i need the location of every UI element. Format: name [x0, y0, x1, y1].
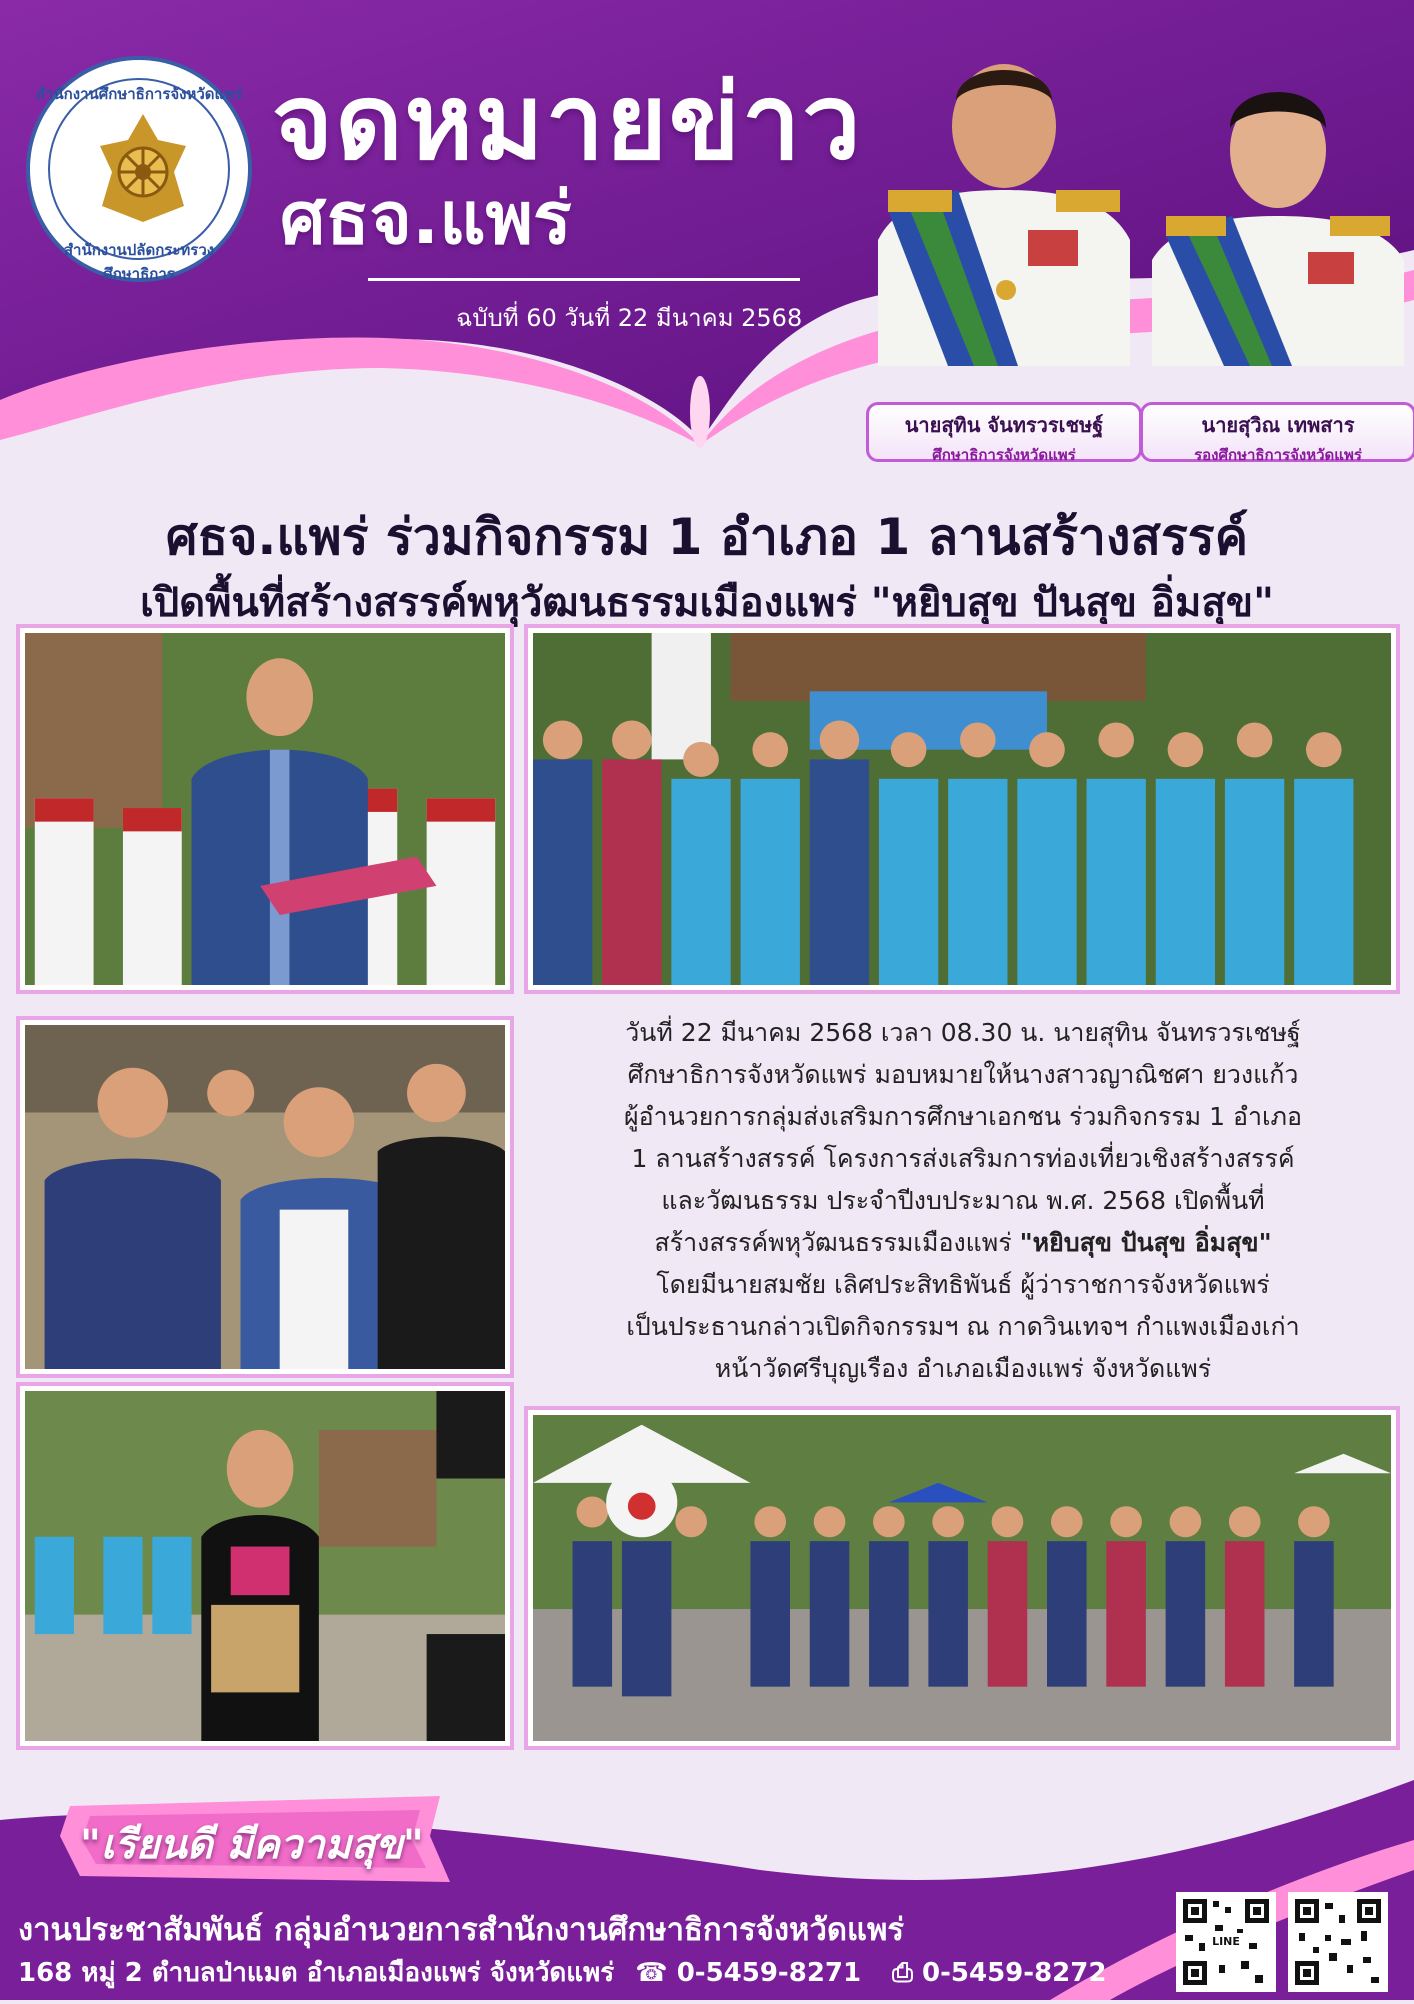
photo-woman-basket: [20, 1386, 510, 1746]
newsletter-subtitle: ศธจ.แพร่: [280, 176, 572, 260]
official-name-2: นายสุวิณ เทพสาร: [1201, 413, 1355, 437]
official-portrait-1: [868, 40, 1140, 464]
office-logo: [26, 56, 252, 282]
headline-line-1: ศธจ.แพร่ ร่วมกิจกรรม 1 อำเภอ 1 ลานสร้างสรรค์: [165, 508, 1249, 566]
official-photo-1: [878, 40, 1130, 366]
footer-phone: 0-5459-8271: [676, 1958, 862, 1988]
body-line: หน้าวัดศรีบุญเรือง อำเภอเมืองแพร่ จังหวัดแพร่: [714, 1354, 1212, 1383]
photo-speaker: [20, 628, 510, 990]
logo-text-top: สำนักงานศึกษาธิการจังหวัดแพร่: [35, 85, 243, 103]
newsletter-title: จดหมายข่าว: [272, 61, 863, 183]
body-line: โดยมีนายสมชัย เลิศประสิทธิพันธ์ ผู้ว่าราชการจังหวัดแพร่: [656, 1270, 1270, 1299]
article-body: [530, 1012, 1396, 1390]
headline-line-2: เปิดพื้นที่สร้างสรรค์พหุวัฒนธรรมเมืองแพร่ "หยิบสุข ปันสุข อิ่มสุข": [140, 580, 1274, 626]
qr-icon: [1291, 1895, 1385, 1989]
body-line: เป็นประธานกล่าวเปิดกิจกรรมฯ ณ กาดวินเทจฯ กำแพงเมืองเก่า: [626, 1312, 1300, 1341]
official-plate-1: [866, 402, 1142, 462]
body-line: 1 ลานสร้างสรรค์ โครงการส่งเสริมการท่องเที่ยวเชิงสร้างสรรค์: [631, 1144, 1295, 1173]
body-line: ผู้อำนวยการกลุ่มส่งเสริมการศึกษาเอกชน ร่วมกิจกรรม 1 อำเภอ: [623, 1102, 1303, 1131]
phone-icon: ☎: [635, 1958, 668, 1988]
logo-text-bottom: สำนักงานปลัดกระทรวงศึกษาธิการ: [63, 241, 215, 283]
footer-fax: 0-5459-8272: [922, 1958, 1107, 1988]
official-role-2: รองศึกษาธิการจังหวัดแพร่: [1194, 446, 1362, 464]
event-name: "หยิบสุข ปันสุข อิ่มสุข": [1019, 1228, 1272, 1257]
official-name-1: นายสุทิน จันทรวรเชษฐ์: [904, 413, 1104, 437]
title-divider: [368, 278, 800, 281]
slogan-text: "เรียนดี มีความสุข": [80, 1822, 424, 1868]
fax-icon: ⎙: [892, 1958, 913, 1988]
qr-label: LINE: [1212, 1935, 1240, 1948]
official-role-1: ศึกษาธิการจังหวัดแพร่: [932, 446, 1076, 464]
qr-code-2[interactable]: [1288, 1892, 1388, 1992]
official-portrait-2: [1142, 40, 1414, 464]
body-line: วันที่ 22 มีนาคม 2568 เวลา 08.30 น. นายสุทิน จันทรวรเชษฐ์: [625, 1018, 1301, 1047]
body-line-prefix: สร้างสรรค์พหุวัฒนธรรมเมืองแพร่: [654, 1228, 1020, 1257]
official-plate-2: [1140, 402, 1414, 462]
footer-contact: [18, 1952, 1106, 1993]
footer-address: 168 หมู่ 2 ตำบลป่าแมต อำเภอเมืองแพร่ จังหวัดแพร่: [18, 1958, 615, 1988]
body-line: [530, 1222, 1396, 1264]
photo-group-band: [528, 628, 1396, 990]
body-line: ศึกษาธิการจังหวัดแพร่ มอบหมายให้นางสาวญาณิชศา ยวงแก้ว: [627, 1060, 1299, 1089]
line-qr-code[interactable]: [1176, 1892, 1276, 1992]
photo-group-street: [528, 1410, 1396, 1746]
emblem-icon: [88, 110, 198, 230]
photo-audience: [20, 1020, 510, 1374]
official-photo-2: [1152, 40, 1404, 366]
issue-info: ฉบับที่ 60 วันที่ 22 มีนาคม 2568: [456, 304, 803, 332]
body-line: และวัฒนธรรม ประจำปีงบประมาณ พ.ศ. 2568 เปิดพื้นที่: [661, 1186, 1265, 1215]
footer-org: งานประชาสัมพันธ์ กลุ่มอำนวยการสำนักงานศึกษาธิการจังหวัดแพร่: [18, 1912, 905, 1948]
